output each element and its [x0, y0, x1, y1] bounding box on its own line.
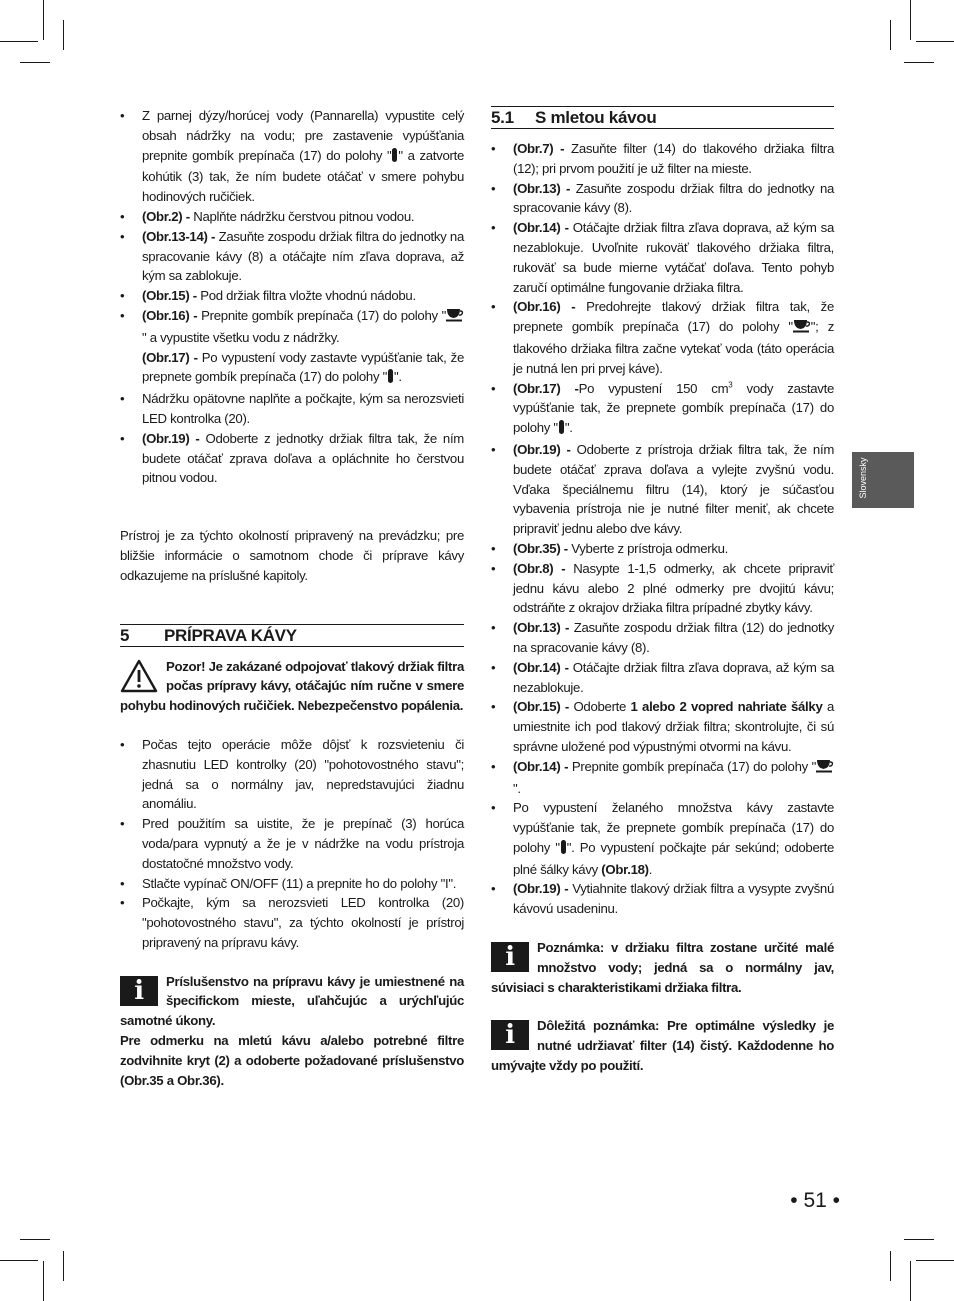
list-item: • Stlačte vypínač ON/OFF (11) a prepnite ho do polohy "I".	[120, 874, 464, 894]
list-item: • (Obr.19) - Odoberte z jednotky držiak filtra tak, že ním budete otáčať zprava doľava a opláchnite ho čerstvou pitnou vodou.	[120, 429, 464, 488]
crop-mark	[20, 1239, 50, 1240]
crop-mark	[890, 20, 891, 50]
language-tab	[852, 452, 914, 508]
coffee-cup-icon	[446, 308, 464, 328]
crop-mark	[904, 62, 934, 63]
info-icon: i	[491, 1020, 529, 1050]
ready-paragraph: Prístroj je za týchto okolností pripravený na prevádzku; pre bližšie informácie o samotnom chode či príprave kávy odkazujeme na príslušné kapitoly.	[120, 528, 464, 583]
crop-mark	[43, 1261, 44, 1301]
list-item: (Obr.17) - Po vypustení vody zastavte vypúšťanie tak, že prepnete gombík prepínača (17) do polohy " ".	[120, 348, 464, 390]
crop-mark	[0, 41, 38, 42]
section-number: 5	[120, 625, 130, 645]
right-column	[491, 106, 834, 1076]
list-item: • (Obr.16) - Prepnite gombík prepínača (17) do polohy "" a vypustite všetku vodu z nádržky.	[120, 306, 464, 348]
list-item: • (Obr.19) - Vytiahnite tlakový držiak filtra a vysypte zvyšnú kávovú usadeninu.	[491, 879, 834, 919]
crop-mark	[910, 0, 911, 40]
section-heading	[120, 624, 464, 647]
info-note	[120, 972, 464, 1091]
crop-mark	[916, 1260, 954, 1261]
list-item: • (Obr.15) - Odoberte 1 alebo 2 vopred nahriate šálky a umiestnite ich pod tlakový držiak filtra; skontrolujte, či sú správne uložené pod výpustnými otvormi na kávu.	[491, 697, 834, 756]
crop-mark	[890, 1251, 891, 1281]
list-item: • (Obr.14) - Prepnite gombík prepínača (17) do polohy "".	[491, 757, 834, 799]
info-icon: i	[491, 942, 529, 972]
crop-mark	[43, 0, 44, 40]
list-item: • Pred použitím sa uistite, že je prepínač (3) horúca voda/para vypnutý a že je v nádržke na vodu prístroja dostatočné množstvo vody.	[120, 814, 464, 873]
list-item: • (Obr.15) - Pod držiak filtra vložte vhodnú nádobu.	[120, 286, 464, 306]
page-number: • 51 •	[790, 1189, 840, 1212]
language-label: Slovensky	[858, 457, 868, 499]
list-item: • Počkajte, kým sa nerozsvieti LED kontrolka (20) "pohotovostného stavu", za týchto okolností je prístroj pripravený na prípravu kávy.	[120, 893, 464, 952]
warning-text: Pozor! Je zakázané odpojovať tlakový držiak filtra počas prípravy kávy, otáčajúc ním ručne v smere pohybu hodinových ručičiek. Nebezpečenstvo popálenia.	[120, 658, 464, 714]
list-item: • Nádržku opätovne naplňte a počkajte, kým sa nerozsvieti LED kontrolka (20).	[120, 389, 464, 429]
steam-knob-icon	[558, 420, 565, 440]
accessory-note-text-2: Pre odmerku na mletú kávu a/alebo potrebné filtre zodvihnite kryt (2) a odoberte požadované príslušenstvo (Obr.35 a Obr.36).	[120, 1033, 464, 1088]
info-note	[491, 1016, 834, 1075]
subsection-number: 5.1	[491, 108, 514, 127]
steam-knob-icon	[387, 369, 394, 389]
note-text: Poznámka: v držiaku filtra zostane určité malé množstvo vody; jedná sa o normálny jav, súvisiaci s charakteristikami držiaka filtra.	[491, 940, 834, 995]
operation-list	[120, 735, 464, 953]
accessory-note-text: Príslušenstvo na prípravu kávy je umiestnené na špecifickom mieste, uľahčujúc a urýchľujúc samotné úkony.	[120, 973, 464, 1029]
coffee-cup-icon	[793, 319, 811, 339]
list-item: • (Obr.8) - Nasypte 1-1,5 odmerky, ak chcete pripraviť jednu kávu alebo 2 plné odmerky pre dvojitú kávu; odstráňte z okrajov držiaka filtra prípadné zbytky kávy.	[491, 559, 834, 618]
list-item: • (Obr.19) - Odoberte z prístroja držiak filtra tak, že ním budete otáčať zprava doľava a vylejte zvyšnú vodu. Vďaka špeciálnemu filtru (14), ktorý je súčasťou vybavenia prístroja nie je nutné filter meniť, ak chcete pripraviť jednu alebo dve kávy.	[491, 440, 834, 539]
crop-mark	[20, 62, 50, 63]
subsection-title: S mletou kávou	[535, 108, 657, 127]
list-item: • (Obr.14) - Otáčajte držiak filtra zľava doprava, až kým sa nezablokuje.	[491, 658, 834, 698]
list-item: • (Obr.35) - Vyberte z prístroja odmerku.	[491, 539, 834, 559]
list-item: • (Obr.17) -Po vypustení 150 $cm^3$ vody zastavte vypúšťanie tak, že prepnete gombík prepínača (17) do polohy " ".	[491, 379, 834, 440]
subsection-heading	[491, 106, 834, 129]
section-title: PRÍPRAVA KÁVY	[164, 625, 297, 645]
list-item: • (Obr.13) - Zasuňte zospodu držiak filtra do jednotky na spracovanie kávy (8).	[491, 179, 834, 219]
crop-mark	[910, 1261, 911, 1301]
list-item: • (Obr.16) - Predohrejte tlakový držiak filtra tak, že prepnete gombík prepínača (17) do polohy " "; z tlakového držiaka filtra začne vytekať voda (táto operácia je nutná len pri prvej káve).	[491, 297, 834, 378]
list-item: • (Obr.7) - Zasuňte filter (14) do tlakového držiaka filtra (12); pri prvom použití je už filter na mieste.	[491, 139, 834, 179]
crop-mark	[63, 20, 64, 50]
crop-mark	[904, 1239, 934, 1240]
crop-mark	[63, 1251, 64, 1281]
list-item: • Počas tejto operácie môže dôjsť k rozsvieteniu či zhasnutiu LED kontrolky (20) "pohotovostného stavu"; jedná sa o normálny jav, nepredstavujúci žiadnu anomáliu.	[120, 735, 464, 814]
list-item: • (Obr.13-14) - Zasuňte zospodu držiak filtra do jednotky na spracovanie kávy (8) a otáčajte ním zľava doprava, až kým sa zablokuje.	[120, 227, 464, 286]
coffee-cup-icon	[816, 759, 834, 779]
list-item: • (Obr.13) - Zasuňte zospodu držiak filtra (12) do jednotky na spracovanie kávy (8).	[491, 618, 834, 658]
info-icon: i	[120, 976, 158, 1006]
crop-mark	[0, 1260, 38, 1261]
info-note	[491, 938, 834, 997]
list-item: • (Obr.2) - Naplňte nádržku čerstvou pitnou vodou.	[120, 207, 464, 227]
list-item: • Po vypustení želaného množstva kávy zastavte vypúšťanie tak, že prepnete gombík prepínača (17) do polohy " ". Po vypustení počkajte pár sekúnd; odoberte plné šálky kávy (Obr.18).	[491, 798, 834, 879]
intro-list	[120, 106, 464, 488]
warning-triangle-icon	[120, 659, 158, 693]
left-column	[120, 106, 464, 1090]
crop-mark	[916, 41, 954, 42]
list-item: • Z parnej dýzy/horúcej vody (Pannarella) vypustite celý obsah nádržky na vodu; pre zastavenie vypúšťania prepnite gombík prepínača (17) do polohy " " a zatvorte kohútik (3) tak, že ním budete otáčať v smere pohybu hodinových ručičiek.	[120, 106, 464, 207]
steam-knob-icon	[560, 840, 567, 860]
warning-note	[120, 657, 464, 716]
ground-coffee-list	[491, 139, 834, 919]
important-note-text: Dôležitá poznámka: Pre optimálne výsledky je nutné udržiavať filter (14) čistý. Každodenne ho umývajte vždy po použití.	[491, 1018, 834, 1074]
list-item: • (Obr.14) - Otáčajte držiak filtra zľava doprava, až kým sa nezablokuje. Uvoľnite rukoväť tlakového držiaka filtra, rukoväť sa bude mierne vytáčať doľava. Tento pohyb zaručí optimálne fungovanie držiaka filtra.	[491, 218, 834, 297]
